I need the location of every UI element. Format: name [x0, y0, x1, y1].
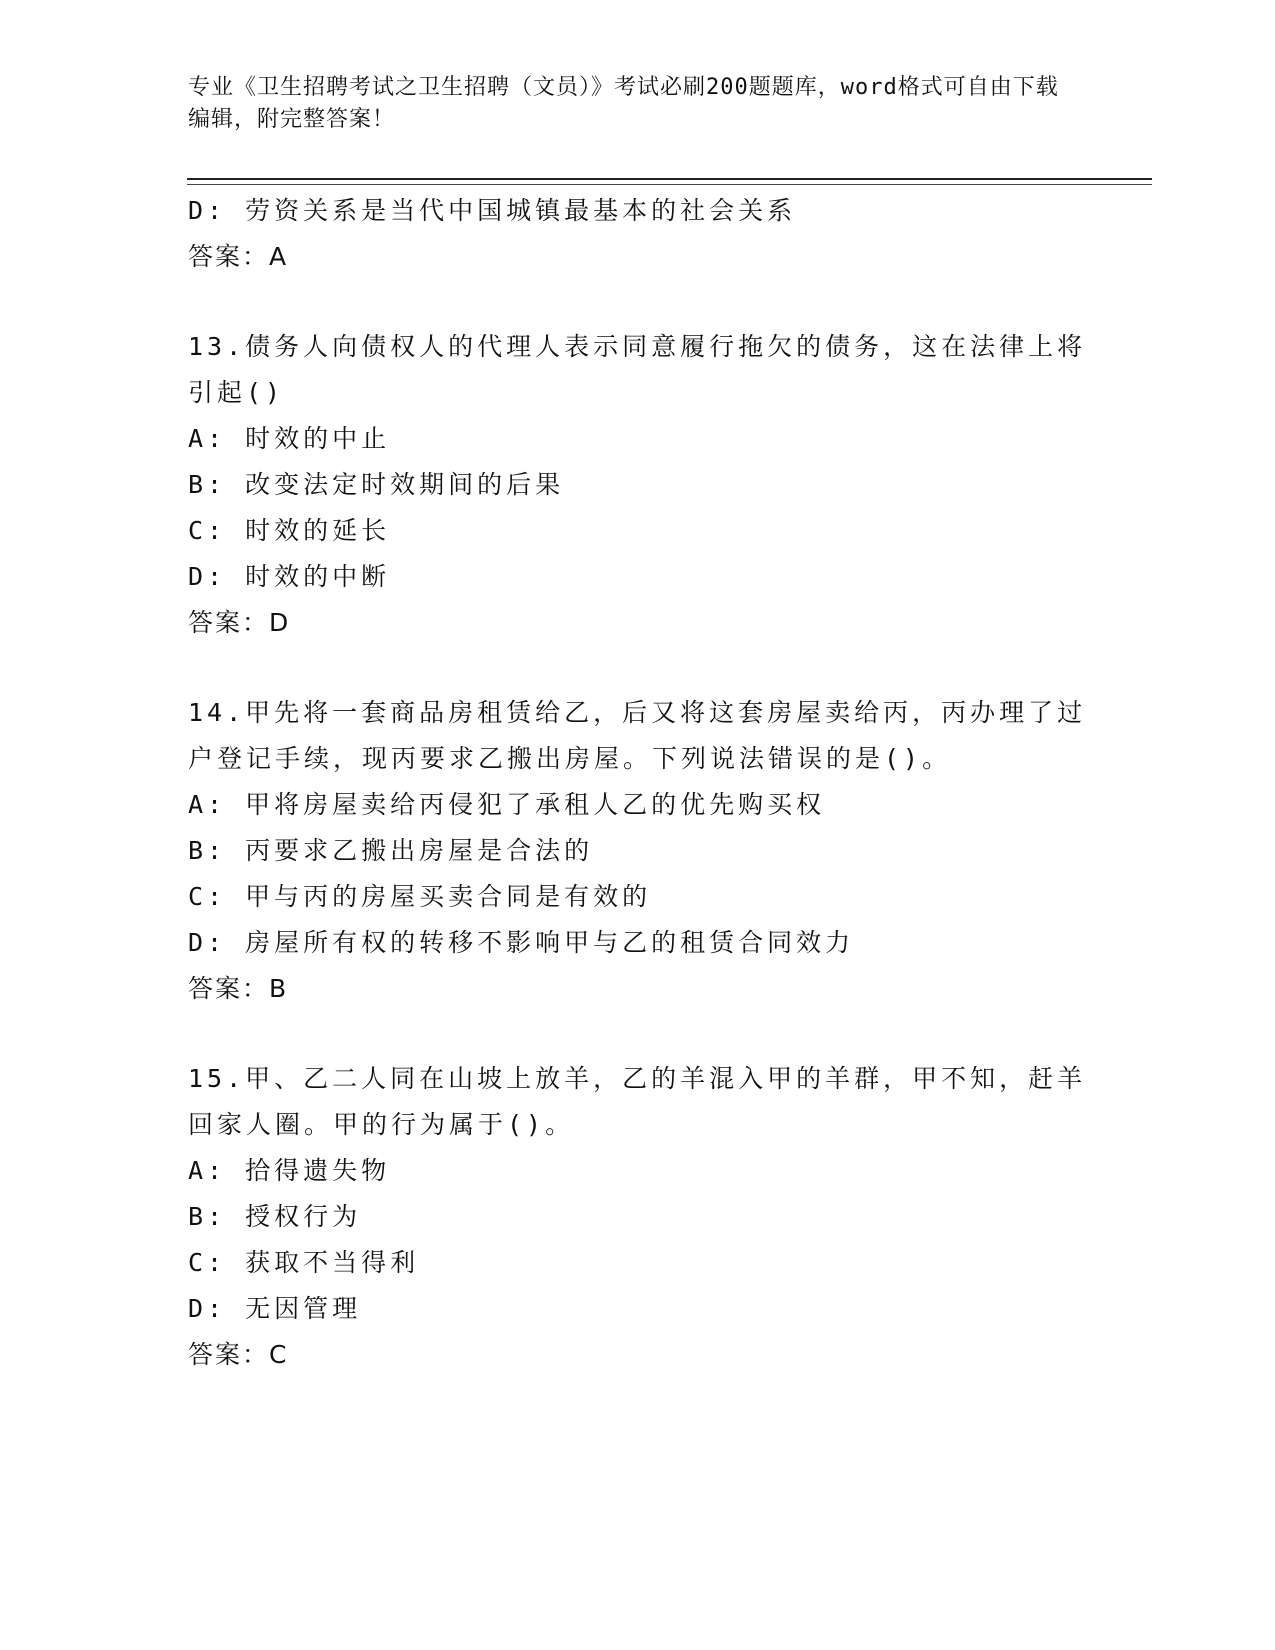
question-14 — [188, 690, 1088, 1012]
spacer — [188, 1012, 1088, 1056]
spacer — [188, 280, 1088, 324]
question-stem: 15.甲、乙二人同在山坡上放羊，乙的羊混入甲的羊群，甲不知，赶羊回家人圈。甲的行为属于()。 — [188, 1064, 1087, 1139]
option-b: B: 授权行为 — [188, 1202, 362, 1231]
question-answer: 答案：C — [188, 1340, 289, 1369]
option-c: C: 甲与丙的房屋买卖合同是有效的 — [188, 882, 652, 911]
question-answer: 答案：B — [188, 974, 289, 1003]
question-list — [188, 188, 1088, 1378]
option-a: A: 甲将房屋卖给丙侵犯了承租人乙的优先购买权 — [188, 790, 826, 819]
option-c: C: 获取不当得利 — [188, 1248, 420, 1277]
prev-question-answer: 答案：A — [188, 242, 289, 271]
question-answer: 答案：D — [188, 608, 291, 637]
option-d: D: 房屋所有权的转移不影响甲与乙的租赁合同效力 — [188, 928, 855, 957]
option-a: A: 拾得遗失物 — [188, 1156, 391, 1185]
option-d: D: 时效的中断 — [188, 562, 391, 591]
page-header: 专业《卫生招聘考试之卫生招聘（文员）》考试必刷200题题库，word格式可自由下载编辑，附完整答案！ — [188, 75, 1059, 132]
question-15 — [188, 1056, 1088, 1378]
question-13 — [188, 324, 1088, 646]
header-divider-thick — [187, 178, 1152, 180]
question-stem: 14.甲先将一套商品房租赁给乙，后又将这套房屋卖给丙，丙办理了过户登记手续，现丙要求乙搬出房屋。下列说法错误的是()。 — [188, 698, 1087, 773]
header-divider-thin — [187, 184, 1152, 185]
option-b: B: 丙要求乙搬出房屋是合法的 — [188, 836, 594, 865]
option-b: B: 改变法定时效期间的后果 — [188, 470, 565, 499]
question-stem: 13.债务人向债权人的代理人表示同意履行拖欠的债务，这在法律上将引起() — [188, 332, 1087, 407]
prev-question-option-d: D: 劳资关系是当代中国城镇最基本的社会关系 — [188, 196, 797, 225]
option-d: D: 无因管理 — [188, 1294, 362, 1323]
option-c: C: 时效的延长 — [188, 516, 391, 545]
option-a: A: 时效的中止 — [188, 424, 391, 453]
spacer — [188, 646, 1088, 690]
